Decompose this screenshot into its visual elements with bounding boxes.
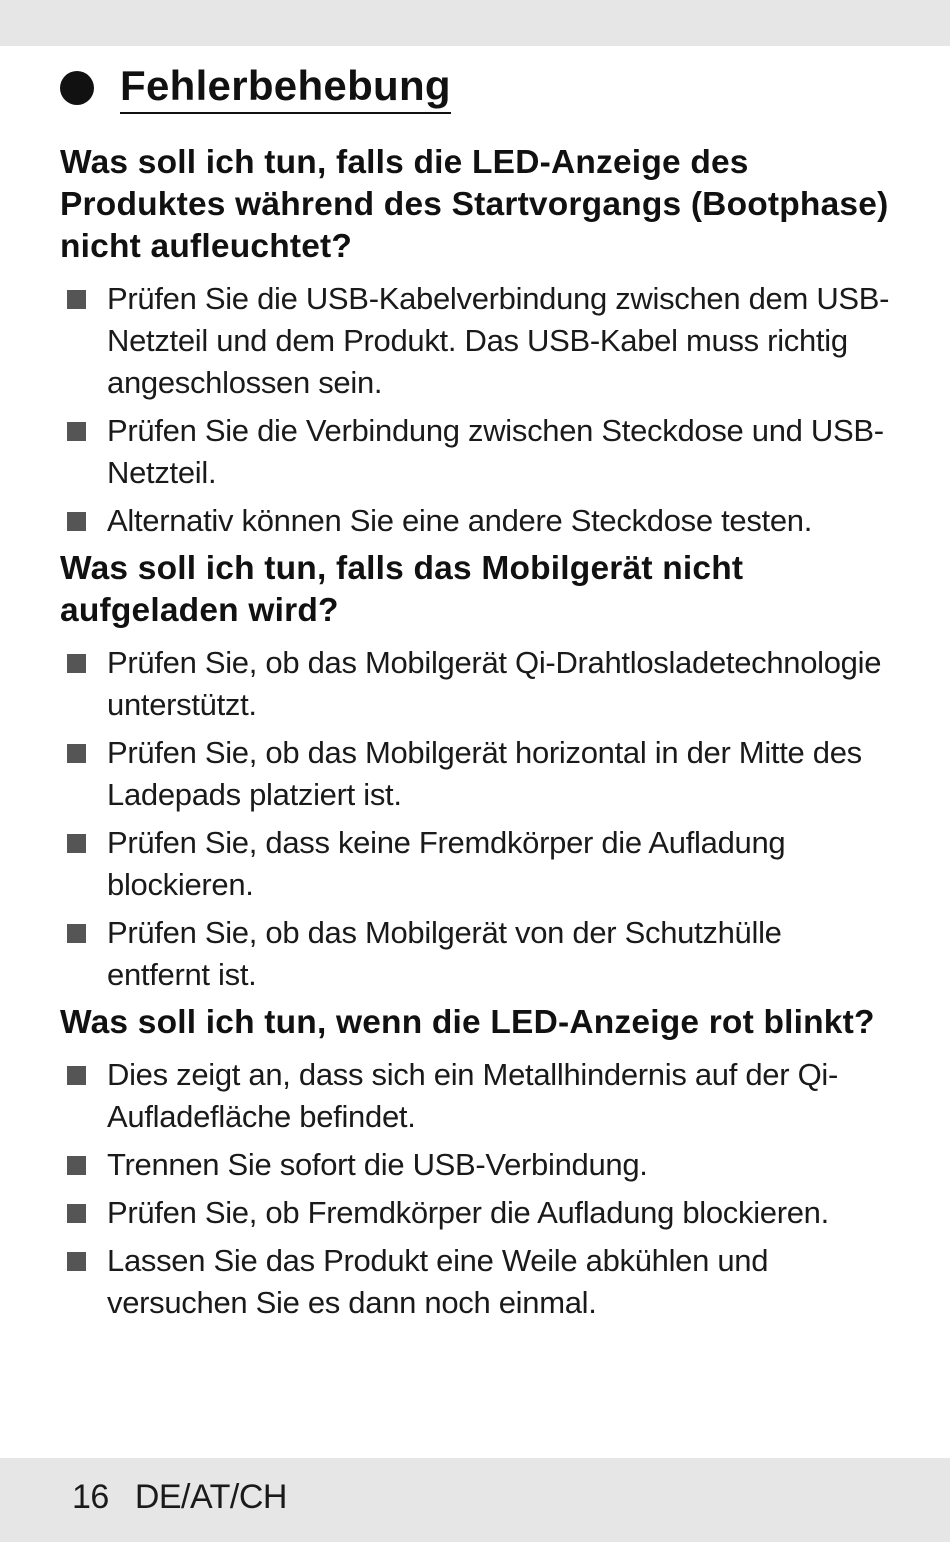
square-bullet-icon: [67, 422, 86, 441]
list-item-text: Dies zeigt an, dass sich ein Metallhindernis auf der Qi-Aufladefläche befindet.: [107, 1057, 838, 1134]
list-item-text: Alternativ können Sie eine andere Steckdose testen.: [107, 503, 813, 538]
square-bullet-icon: [67, 654, 86, 673]
square-bullet-icon: [67, 290, 86, 309]
list-item: [60, 822, 890, 906]
page-title: Fehlerbehebung: [120, 62, 451, 114]
list-item-text: Prüfen Sie, dass keine Fremdkörper die Aufladung blockieren.: [107, 825, 786, 902]
page-number: 16: [72, 1478, 109, 1516]
footer-label: [72, 1478, 287, 1517]
troubleshooting-content: [60, 142, 890, 1330]
faq-section-1: [60, 142, 890, 542]
square-bullet-icon: [67, 1252, 86, 1271]
square-bullet-icon: [67, 1156, 86, 1175]
square-bullet-icon: [67, 744, 86, 763]
square-bullet-icon: [67, 834, 86, 853]
square-bullet-icon: [67, 924, 86, 943]
faq-question: Was soll ich tun, falls die LED-Anzeige des Produktes während des Startvorgangs (Bootphase) nicht aufleuchtet?: [60, 144, 889, 265]
list-item: [60, 1144, 890, 1186]
list-item-text: Prüfen Sie, ob das Mobilgerät von der Schutzhülle entfernt ist.: [107, 915, 782, 992]
list-item-text: Trennen Sie sofort die USB-Verbindung.: [107, 1147, 648, 1182]
section-heading: [60, 62, 451, 114]
list-item: [60, 642, 890, 726]
region-code: DE/AT/CH: [134, 1478, 287, 1516]
answer-list: [60, 1054, 890, 1324]
answer-list: [60, 278, 890, 542]
faq-section-2: [60, 548, 890, 996]
faq-question: Was soll ich tun, wenn die LED-Anzeige rot blinkt?: [60, 1004, 875, 1041]
list-item: [60, 278, 890, 404]
square-bullet-icon: [67, 1204, 86, 1223]
list-item: [60, 732, 890, 816]
list-item: [60, 1054, 890, 1138]
list-item-text: Prüfen Sie die USB-Kabelverbindung zwischen dem USB-Netzteil und dem Produkt. Das USB-Kabel muss richtig angeschlossen sein.: [107, 281, 890, 400]
top-margin-band: [0, 0, 950, 46]
list-item: [60, 1240, 890, 1324]
square-bullet-icon: [67, 1066, 86, 1085]
list-item: [60, 912, 890, 996]
list-item-text: Prüfen Sie die Verbindung zwischen Steckdose und USB-Netzteil.: [107, 413, 884, 490]
square-bullet-icon: [67, 512, 86, 531]
list-item-text: Lassen Sie das Produkt eine Weile abkühlen und versuchen Sie es dann noch einmal.: [107, 1243, 769, 1320]
list-item: [60, 500, 890, 542]
faq-question: Was soll ich tun, falls das Mobilgerät nicht aufgeladen wird?: [60, 550, 744, 629]
list-item: [60, 410, 890, 494]
list-item-text: Prüfen Sie, ob das Mobilgerät horizontal in der Mitte des Ladepads platziert ist.: [107, 735, 862, 812]
list-item: [60, 1192, 890, 1234]
list-item-text: Prüfen Sie, ob das Mobilgerät Qi-Drahtlosladetechnologie unterstützt.: [107, 645, 882, 722]
faq-section-3: [60, 1002, 890, 1324]
filled-circle-icon: [60, 71, 94, 105]
answer-list: [60, 642, 890, 996]
list-item-text: Prüfen Sie, ob Fremdkörper die Aufladung blockieren.: [107, 1195, 829, 1230]
